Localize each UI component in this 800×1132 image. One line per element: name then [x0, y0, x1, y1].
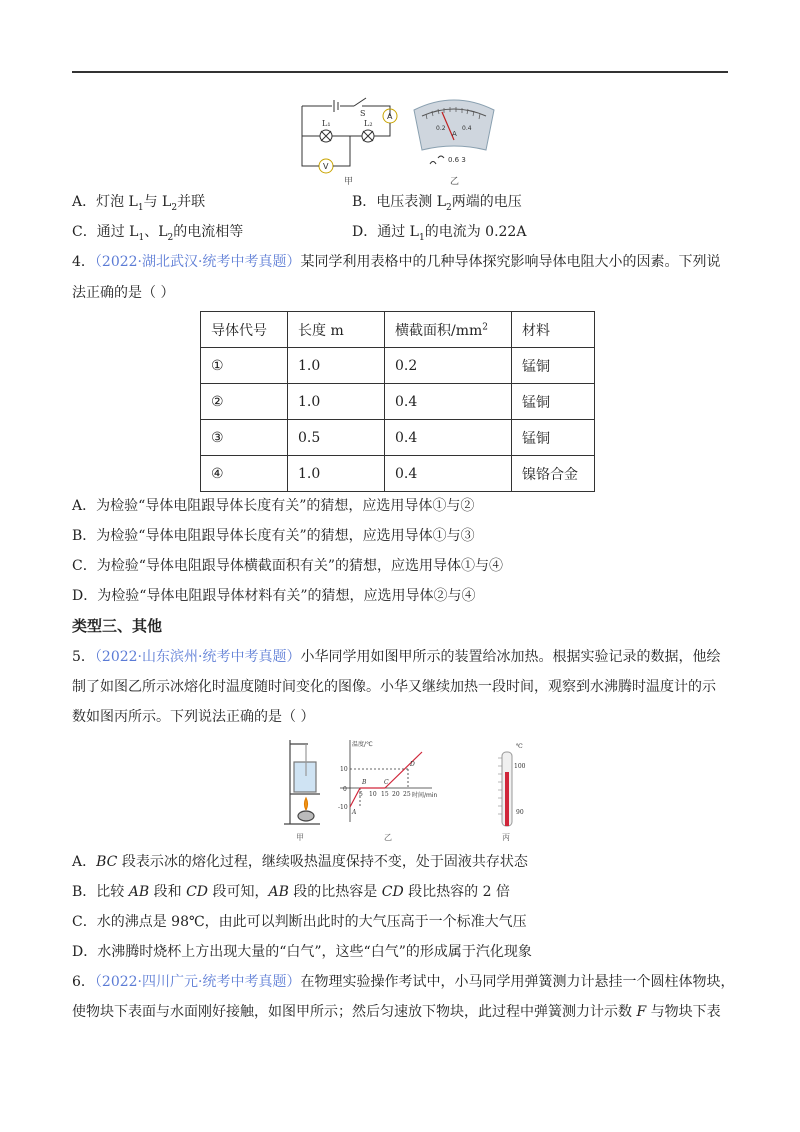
q5-option-c: C．水的沸点是 98℃，由此可以判断出此时的大气压高于一个标准大气压: [72, 914, 527, 930]
q5-stem-line-2: 制了如图乙所示冰熔化时温度随时间变化的图像。小华又继续加热一段时间，观察到水沸腾时温度计的示: [72, 679, 716, 695]
graph-x-tick: 5: [359, 791, 363, 798]
q6-number: 6．: [72, 974, 95, 990]
q6-source: （2022·四川广元·统考中考真题）: [94, 974, 301, 990]
caption-b: 乙: [450, 177, 460, 187]
graph-x-tick: 15: [381, 791, 389, 798]
q4-option-c: C．为检验“导体电阻跟导体横截面积有关”的猜想，应选用导体①与④: [72, 558, 504, 574]
q4-stem-1: 某同学利用表格中的几种导体探究影响导体电阻大小的因素。下列说: [300, 254, 721, 270]
table-row: [201, 456, 595, 492]
table-cell: 1.0: [288, 348, 385, 384]
table-row: [201, 384, 595, 420]
graph-y-tick: -10: [338, 804, 348, 811]
table-cell: ②: [201, 384, 288, 420]
meter-scale: 0.6 3: [448, 156, 466, 164]
table-cell: ①: [201, 348, 288, 384]
q6-stem-line-1: [72, 972, 734, 992]
q4-option-b: B．为检验“导体电阻跟导体长度有关”的猜想，应选用导体①与③: [72, 528, 475, 544]
header-rule: [72, 71, 728, 73]
caption-bing: 丙: [502, 833, 510, 842]
caption-a: 甲: [344, 177, 354, 187]
table-cell: 0.4: [385, 420, 512, 456]
l2-label: L₂: [364, 119, 373, 128]
table-header-cell: 长度 m: [288, 312, 385, 348]
thermometer-100: 100: [514, 763, 526, 770]
section-title: 类型三、其他: [72, 617, 163, 635]
thermometer-90: 90: [516, 809, 524, 816]
q5-source: （2022·山东滨州·统考中考真题）: [94, 649, 301, 665]
graph-x-tick: 10: [369, 791, 377, 798]
voltmeter-symbol: V: [323, 162, 329, 171]
table-header-cell: 导体代号: [201, 312, 288, 348]
graph-y-tick: 10: [340, 766, 348, 773]
table-cell: 锰铜: [512, 420, 595, 456]
table-header-cell: 横截面积$/mm^2$: [385, 312, 512, 348]
q4-option-d: D．为检验“导体电阻跟导体材料有关”的猜想，应选用导体②与④: [72, 588, 476, 604]
q5-figure: [280, 736, 540, 846]
q4-number: 4．: [72, 254, 95, 270]
meter-tick-b: 0.4: [462, 125, 472, 132]
q5-option-d: D．水沸腾时烧杯上方出现大量的“白气”，这些“白气”的形成属于汽化现象: [72, 944, 532, 960]
table-header-cell: 材料: [512, 312, 595, 348]
caption-jia: 甲: [296, 833, 304, 842]
meter-unit: A: [452, 130, 457, 138]
q5-option-a: A．BC 段表示冰的熔化过程，继续吸热温度保持不变，处于固液共存状态: [72, 854, 528, 870]
table-cell: ④: [201, 456, 288, 492]
q3-option-c: C．通过 $L_1$、$L_2$的电流相等: [72, 224, 244, 243]
switch-label: S: [360, 109, 366, 118]
graph-y-label: 温度/℃: [352, 741, 373, 748]
table-cell: 镍铬合金: [512, 456, 595, 492]
q3-figure: [290, 92, 515, 190]
table-row: [201, 420, 595, 456]
table-cell: 锰铜: [512, 384, 595, 420]
graph-point-label: C: [384, 779, 389, 786]
table-cell: 1.0: [288, 384, 385, 420]
graph-y-tick: 0: [343, 786, 347, 793]
q4-stem-line-1: [72, 252, 720, 272]
meter-tick-a: 0.2: [436, 125, 446, 132]
graph-point-label: D: [410, 761, 415, 768]
q5-stem-1: 小华同学用如图甲所示的装置给冰加热。根据实验记录的数据，他绘: [300, 649, 721, 665]
q5-stem-line-1: [72, 647, 720, 667]
l1-label: L₁: [322, 119, 331, 128]
graph-point-label: B: [362, 779, 367, 786]
table-row: [201, 348, 595, 384]
graph-point-label: A: [352, 809, 357, 816]
q4-option-a: A．为检验“导体电阻跟导体长度有关”的猜想，应选用导体①与②: [72, 498, 475, 514]
ammeter-symbol: A: [387, 112, 393, 121]
q3-option-a: A．灯泡 $L_1$与 $L_2$并联: [72, 194, 206, 213]
table-cell: ③: [201, 420, 288, 456]
q3-option-b: B．电压表测 $L_2$两端的电压: [352, 194, 522, 213]
table-cell: 1.0: [288, 456, 385, 492]
q3-option-d: D．通过 $L_1$的电流为 0.22A: [352, 224, 527, 243]
graph-x-tick: 25: [403, 791, 411, 798]
table-cell: 0.2: [385, 348, 512, 384]
q4-table: [200, 311, 595, 492]
q6-stem-1: 在物理实验操作考试中，小马同学用弹簧测力计悬挂一个圆柱体物块，: [300, 974, 735, 990]
q5-option-b: B．比较 AB 段和 CD 段可知，AB 段的比热容是 CD 段比热容的 2 倍: [72, 884, 510, 900]
table-cell: 0.4: [385, 456, 512, 492]
q4-source: （2022·湖北武汉·统考中考真题）: [94, 254, 301, 270]
graph-x-label: 时间/min: [412, 792, 438, 799]
table-cell: 锰铜: [512, 348, 595, 384]
q4-stem-line-2: 法正确的是（ ）: [72, 285, 175, 301]
q6-stem-line-2: 使物块下表面与水面刚好接触，如图甲所示；然后匀速放下物块，此过程中弹簧测力计示数 F 与物块下表: [72, 1004, 721, 1020]
table-cell: 0.5: [288, 420, 385, 456]
thermometer-unit: ℃: [516, 743, 523, 750]
q5-stem-line-3: 数如图丙所示。下列说法正确的是（ ）: [72, 709, 315, 725]
table-header-row: [201, 312, 595, 348]
caption-yi: 乙: [384, 833, 392, 842]
q5-number: 5．: [72, 649, 95, 665]
graph-x-tick: 20: [392, 791, 400, 798]
table-cell: 0.4: [385, 384, 512, 420]
